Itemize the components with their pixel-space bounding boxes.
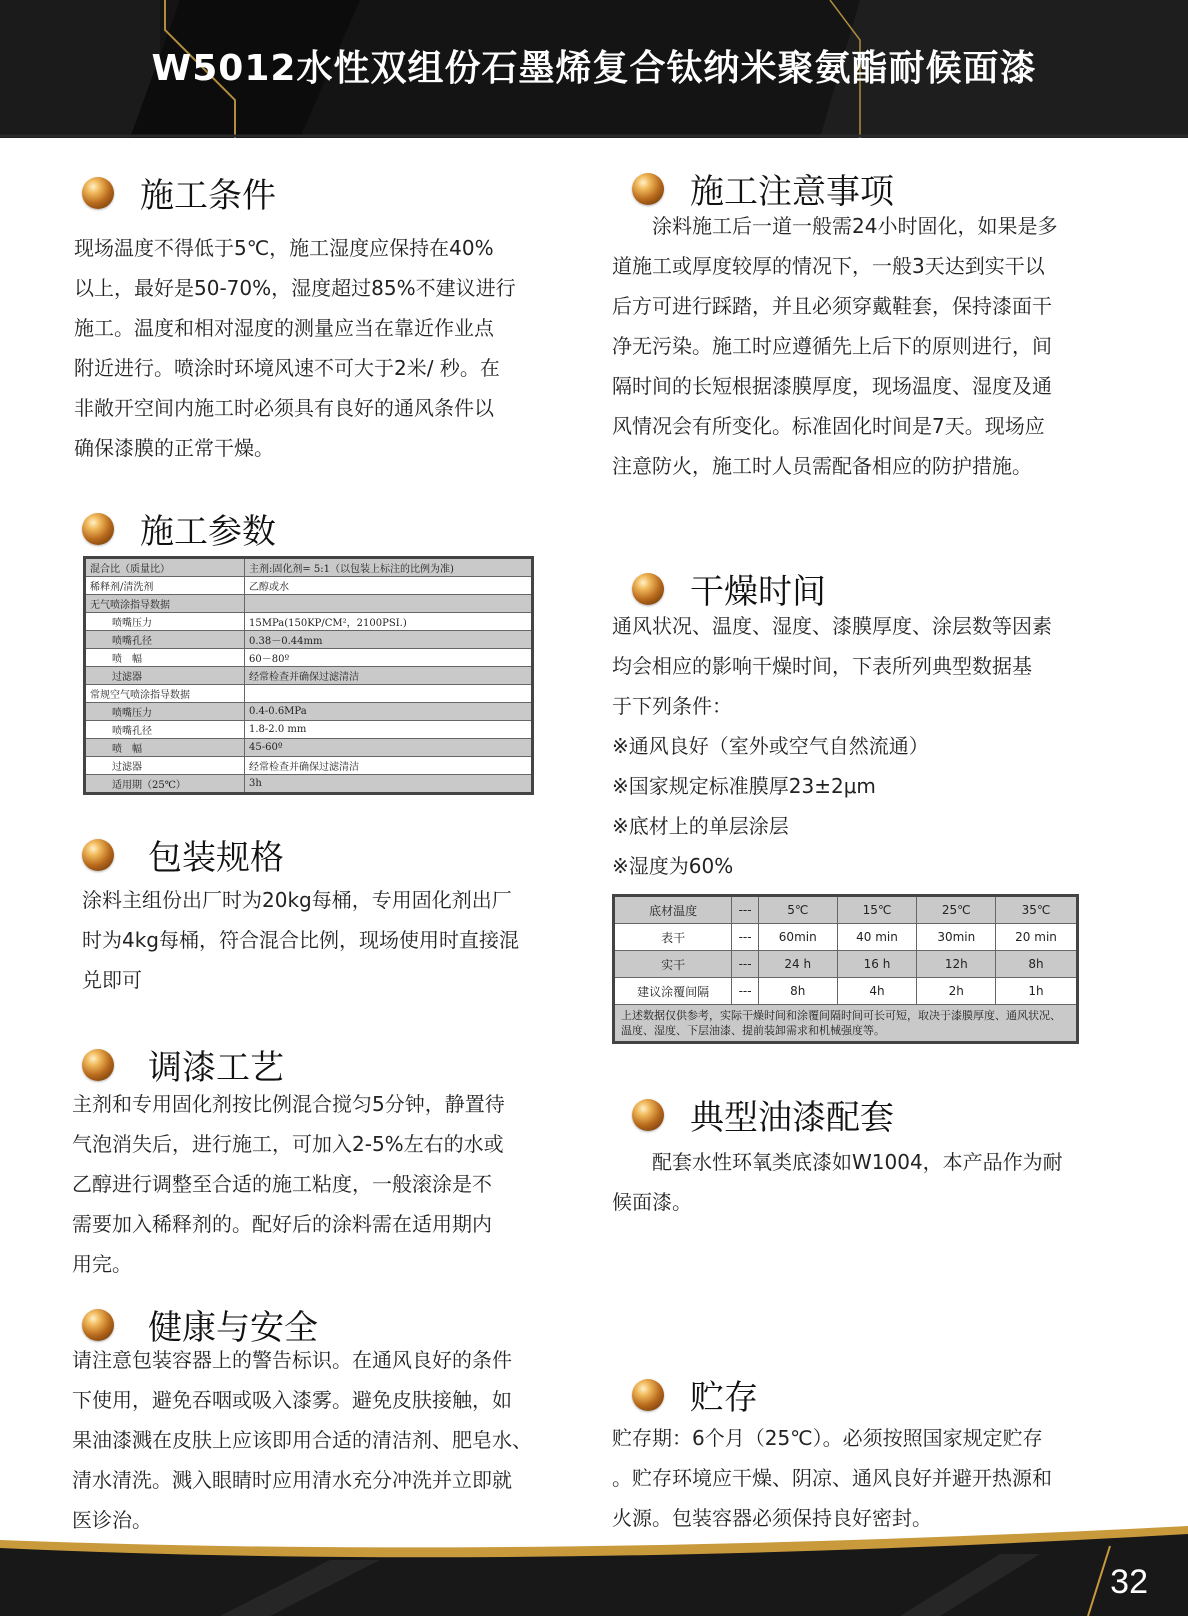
page-number: 32 [1110, 1563, 1148, 1601]
table-cell: 2h [917, 978, 996, 1005]
text-line: 以上，最好是50-70%，湿度超过85%不建议进行 [74, 276, 516, 300]
param-label: 稀释剂/清洗剂 [85, 577, 245, 595]
header-banner [0, 0, 1188, 138]
param-label: 喷嘴压力 [85, 613, 245, 631]
bullet-ball-icon [82, 1049, 114, 1081]
footer-decoration [0, 1520, 1188, 1616]
text-line: 清水清洗。溅入眼睛时应用清水充分冲洗并立即就 [72, 1468, 512, 1492]
param-label: 过滤器 [85, 757, 245, 775]
table-cell: 20 min [996, 924, 1078, 951]
section-title-construction-params [82, 504, 276, 553]
table-cell: 实干 [614, 951, 732, 978]
bullet-ball-icon [82, 513, 114, 545]
table-cell: 4h [837, 978, 917, 1005]
condition-item: ※底材上的单层涂层 [612, 814, 789, 838]
text-line: 气泡消失后，进行施工，可加入2-5%左右的水或 [72, 1132, 504, 1156]
condition-item: ※国家规定标准膜厚23±2μm [612, 774, 876, 798]
bullet-ball-icon [82, 1309, 114, 1341]
table-cell: 表干 [614, 924, 732, 951]
section-heading: 调漆工艺 [148, 1048, 284, 1088]
page-title: W5012水性双组份石墨烯复合钛纳米聚氨酯耐候面漆 [151, 48, 1037, 89]
table-cell: 16 h [837, 951, 917, 978]
param-value: 15MPa(150KP/CM²，2100PSI.) [245, 613, 533, 631]
table-row [85, 558, 533, 577]
bullet-ball-icon [632, 1379, 664, 1411]
text-line: 需要加入稀释剂的。配好后的涂料需在适用期内 [72, 1212, 492, 1236]
section-heading: 干燥时间 [690, 572, 826, 612]
param-label: 喷 幅 [85, 739, 245, 757]
table-note: 上述数据仅供参考，实际干燥时间和涂覆间隔时间可长可短，取决于漆膜厚度、通风状况、温度、湿度、下层油漆、提前装卸需求和机械强度等。 [614, 1005, 1078, 1043]
param-label: 喷嘴孔径 [85, 721, 245, 739]
table-row [85, 631, 533, 649]
table-cell: 8h [996, 951, 1078, 978]
param-value: 经常检查并确保过滤清洁 [245, 667, 533, 685]
param-value [245, 685, 533, 703]
table-row [614, 978, 1078, 1005]
section-title-packaging [82, 830, 284, 879]
drying-text [612, 606, 1052, 886]
table-row [85, 775, 533, 794]
param-label: 过滤器 [85, 667, 245, 685]
param-label: 喷 幅 [85, 649, 245, 667]
drying-time-table [612, 894, 1079, 1044]
table-cell: 60min [758, 924, 837, 951]
text-line: 乙醇进行调整至合适的施工粘度，一般滚涂是不 [72, 1172, 492, 1196]
text-line: 于下列条件： [612, 694, 732, 718]
text-line: 施工。温度和相对湿度的测量应当在靠近作业点 [74, 316, 494, 340]
table-cell: 40 min [837, 924, 917, 951]
precautions-text [612, 206, 1057, 246]
table-header-cell: 15℃ [837, 896, 917, 924]
text-line: 道施工或厚度较厚的情况下，一般3天达到实干以 [612, 254, 1045, 278]
param-label: 常规空气喷涂指导数据 [85, 685, 245, 703]
text-line: 时为4kg每桶，符合混合比例，现场使用时直接混 [82, 928, 520, 952]
param-value [245, 595, 533, 613]
table-row [85, 721, 533, 739]
text-line: 主剂和专用固化剂按比例混合搅匀5分钟，静置待 [72, 1092, 505, 1116]
text-line: 候面漆。 [612, 1190, 692, 1214]
table-header-cell: 25℃ [917, 896, 996, 924]
text-line: 确保漆膜的正常干燥。 [74, 436, 274, 460]
table-cell: 8h [758, 978, 837, 1005]
precautions-text-cont [612, 246, 1052, 486]
construction-params-table [83, 556, 534, 795]
table-row [85, 685, 533, 703]
text-line: 下使用，避免吞咽或吸入漆雾。避免皮肤接触，如 [72, 1388, 512, 1412]
table-row [85, 577, 533, 595]
table-cell: 建议涂覆间隔 [614, 978, 732, 1005]
text-line: 贮存期：6个月（25℃）。必须按照国家规定贮存 [612, 1426, 1043, 1450]
text-line: 现场温度不得低于5℃，施工湿度应保持在40% [74, 236, 494, 260]
section-title-storage [632, 1370, 758, 1419]
param-label: 喷嘴孔径 [85, 631, 245, 649]
param-value: 60－80º [245, 649, 533, 667]
text-line: 果油漆溅在皮肤上应该即用合适的清洁剂、肥皂水、 [72, 1428, 532, 1452]
param-label: 混合比（质量比） [85, 558, 245, 577]
table-cell: 12h [917, 951, 996, 978]
param-value: 经常检查并确保过滤清洁 [245, 757, 533, 775]
table-header-cell: 5℃ [758, 896, 837, 924]
section-heading: 包装规格 [148, 838, 284, 878]
text-line: 隔时间的长短根据漆膜厚度，现场温度、湿度及通 [612, 374, 1052, 398]
mixing-text [72, 1084, 505, 1284]
text-line: 风情况会有所变化。标准固化时间是7天。现场应 [612, 414, 1045, 438]
table-cell: --- [732, 924, 759, 951]
health-safety-text [72, 1340, 532, 1540]
section-heading: 施工条件 [140, 176, 276, 216]
table-cell: 30min [917, 924, 996, 951]
section-title-system [632, 1090, 894, 1139]
table-row [614, 924, 1078, 951]
text-line: 注意防火，施工时人员需配备相应的防护措施。 [612, 454, 1032, 478]
table-cell: 1h [996, 978, 1078, 1005]
condition-item: ※通风良好（室外或空气自然流通） [612, 734, 929, 758]
text-line: 附近进行。喷涂时环境风速不可大于2米/ 秒。在 [74, 356, 500, 380]
section-heading: 施工参数 [140, 512, 276, 552]
table-cell: --- [732, 978, 759, 1005]
param-value: 乙醇或水 [245, 577, 533, 595]
bullet-ball-icon [82, 839, 114, 871]
text-line: 兑即可 [82, 968, 142, 992]
packaging-text [82, 880, 519, 1000]
system-text [612, 1142, 1063, 1182]
param-value: 45-60º [245, 739, 533, 757]
table-row [614, 951, 1078, 978]
param-label: 无气喷涂指导数据 [85, 595, 245, 613]
table-header-cell: 35℃ [996, 896, 1078, 924]
section-heading: 贮存 [690, 1378, 758, 1418]
system-text-cont [612, 1182, 692, 1222]
param-value: 主剂:固化剂= 5:1（以包装上标注的比例为准) [245, 558, 533, 577]
text-line: 涂料主组份出厂时为20kg每桶，专用固化剂出厂 [82, 888, 512, 912]
section-heading: 施工注意事项 [690, 172, 894, 212]
condition-item: ※湿度为60% [612, 854, 734, 878]
construction-conditions-text [74, 228, 516, 468]
text-line: 通风状况、温度、湿度、漆膜厚度、涂层数等因素 [612, 614, 1052, 638]
table-row [85, 667, 533, 685]
text-line: 火源。包装容器必须保持良好密封。 [612, 1506, 932, 1530]
table-row [85, 649, 533, 667]
param-value: 1.8-2.0 mm [245, 721, 533, 739]
text-line: 非敞开空间内施工时必须具有良好的通风条件以 [74, 396, 494, 420]
text-line: 涂料施工后一道一般需24小时固化，如果是多 [652, 214, 1058, 238]
param-label: 适用期（25℃） [85, 775, 245, 794]
bullet-ball-icon [632, 173, 664, 205]
text-line: 。贮存环境应干燥、阴凉、通风良好并避开热源和 [612, 1466, 1052, 1490]
param-value: 0.4-0.6MPa [245, 703, 533, 721]
param-value: 3h [245, 775, 533, 794]
table-note-row [614, 1005, 1078, 1043]
param-value: 0.38－0.44mm [245, 631, 533, 649]
table-row [85, 703, 533, 721]
table-row [85, 595, 533, 613]
table-header-row [614, 896, 1078, 924]
section-title-mixing [82, 1040, 284, 1089]
table-header-cell: --- [732, 896, 759, 924]
section-heading: 健康与安全 [148, 1308, 318, 1348]
text-line: 用完。 [72, 1252, 132, 1276]
table-header-cell: 底材温度 [614, 896, 732, 924]
bullet-ball-icon [632, 573, 664, 605]
table-row [85, 739, 533, 757]
bullet-ball-icon [82, 177, 114, 209]
section-title-construction-conditions [82, 168, 276, 217]
text-line: 医诊治。 [72, 1508, 152, 1532]
bullet-ball-icon [632, 1099, 664, 1131]
text-line: 配套水性环氧类底漆如W1004，本产品作为耐 [652, 1150, 1063, 1174]
table-row [85, 757, 533, 775]
table-row [85, 613, 533, 631]
param-label: 喷嘴压力 [85, 703, 245, 721]
text-line: 请注意包装容器上的警告标识。在通风良好的条件 [72, 1348, 512, 1372]
section-heading: 典型油漆配套 [690, 1098, 894, 1138]
table-cell: --- [732, 951, 759, 978]
text-line: 后方可进行踩踏，并且必须穿戴鞋套，保持漆面干 [612, 294, 1052, 318]
text-line: 均会相应的影响干燥时间，下表所列典型数据基 [612, 654, 1032, 678]
table-cell: 24 h [758, 951, 837, 978]
text-line: 净无污染。施工时应遵循先上后下的原则进行，间 [612, 334, 1052, 358]
